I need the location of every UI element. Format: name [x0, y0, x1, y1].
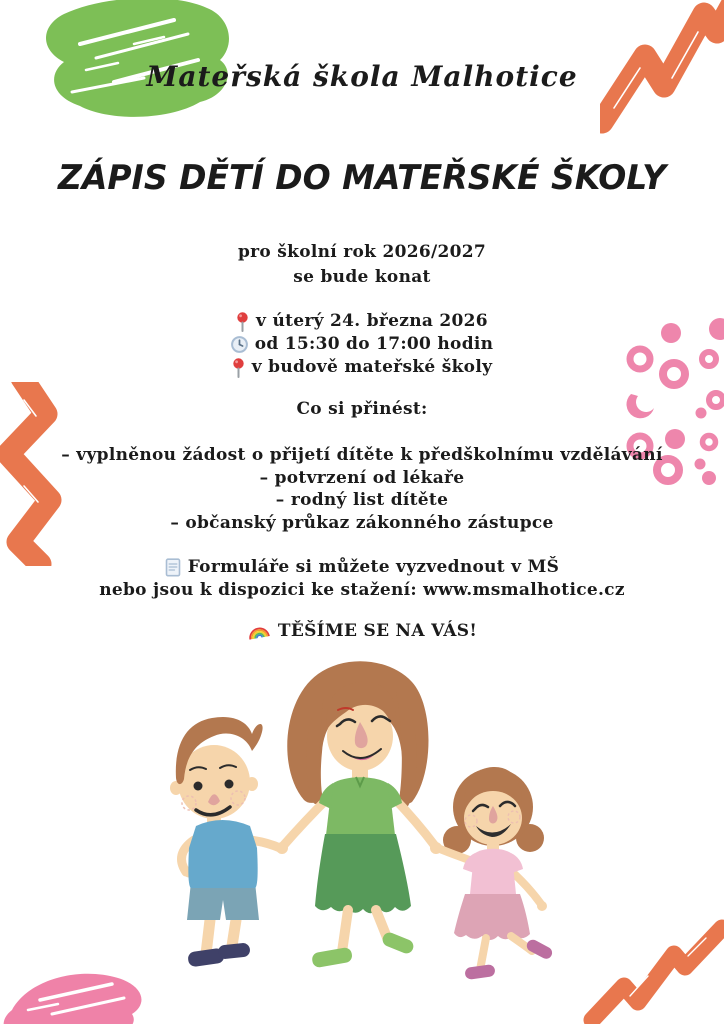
- forms-line-1: [0, 556, 724, 579]
- boy-figure: [170, 717, 280, 967]
- page-title: ZÁPIS DĚTÍ DO MATEŘSKÉ ŠKOLY: [57, 158, 667, 198]
- forms-line-2: nebo jsou k dispozici ke stažení: www.msmalhotice.cz: [99, 580, 625, 600]
- event-row-place: [0, 356, 724, 379]
- pin-icon: [232, 358, 245, 378]
- subtitle-line-1: pro školní rok 2026/2027: [237, 242, 486, 262]
- subtitle: [0, 240, 724, 290]
- event-row-time: [0, 333, 724, 356]
- school-name: Mateřská škola Malhotice: [146, 60, 578, 93]
- forms-info: [0, 556, 724, 602]
- family-illustration: [162, 658, 562, 998]
- forms-pickup-text: Formuláře si můžete vyzvednout v MŠ: [187, 557, 560, 577]
- orange-squiggle-bottom-right: [570, 900, 724, 1024]
- event-place-text: v budově mateřské školy: [251, 357, 493, 377]
- bring-list: [0, 444, 724, 534]
- pin-icon: [236, 312, 249, 332]
- clock-icon: [231, 336, 248, 353]
- bring-item: – vyplněnou žádost o přijetí dítěte k předškolnímu vzdělávání: [61, 445, 663, 465]
- pink-brush-decoration: [0, 952, 150, 1024]
- event-row-date: [0, 310, 724, 333]
- rainbow-icon: [246, 623, 271, 640]
- event-date-text: v úterý 24. března 2026: [256, 311, 488, 331]
- event-time-text: od 15:30 do 17:00 hodin: [254, 334, 494, 354]
- closing-line: [0, 621, 724, 641]
- girl-figure: [440, 767, 554, 980]
- closing-text: TĚŠÍME SE NA VÁS!: [277, 621, 478, 641]
- subtitle-line-2: se bude konat: [293, 267, 431, 287]
- mother-figure: [276, 661, 442, 968]
- document-icon: [165, 558, 181, 577]
- bring-item: – rodný list dítěte: [275, 490, 449, 510]
- bring-item: – potvrzení od lékaře: [259, 467, 465, 488]
- bring-item: – občanský průkaz zákonného zástupce: [170, 512, 554, 533]
- event-details: [0, 310, 724, 379]
- bring-heading: Co si přinést:: [296, 399, 428, 419]
